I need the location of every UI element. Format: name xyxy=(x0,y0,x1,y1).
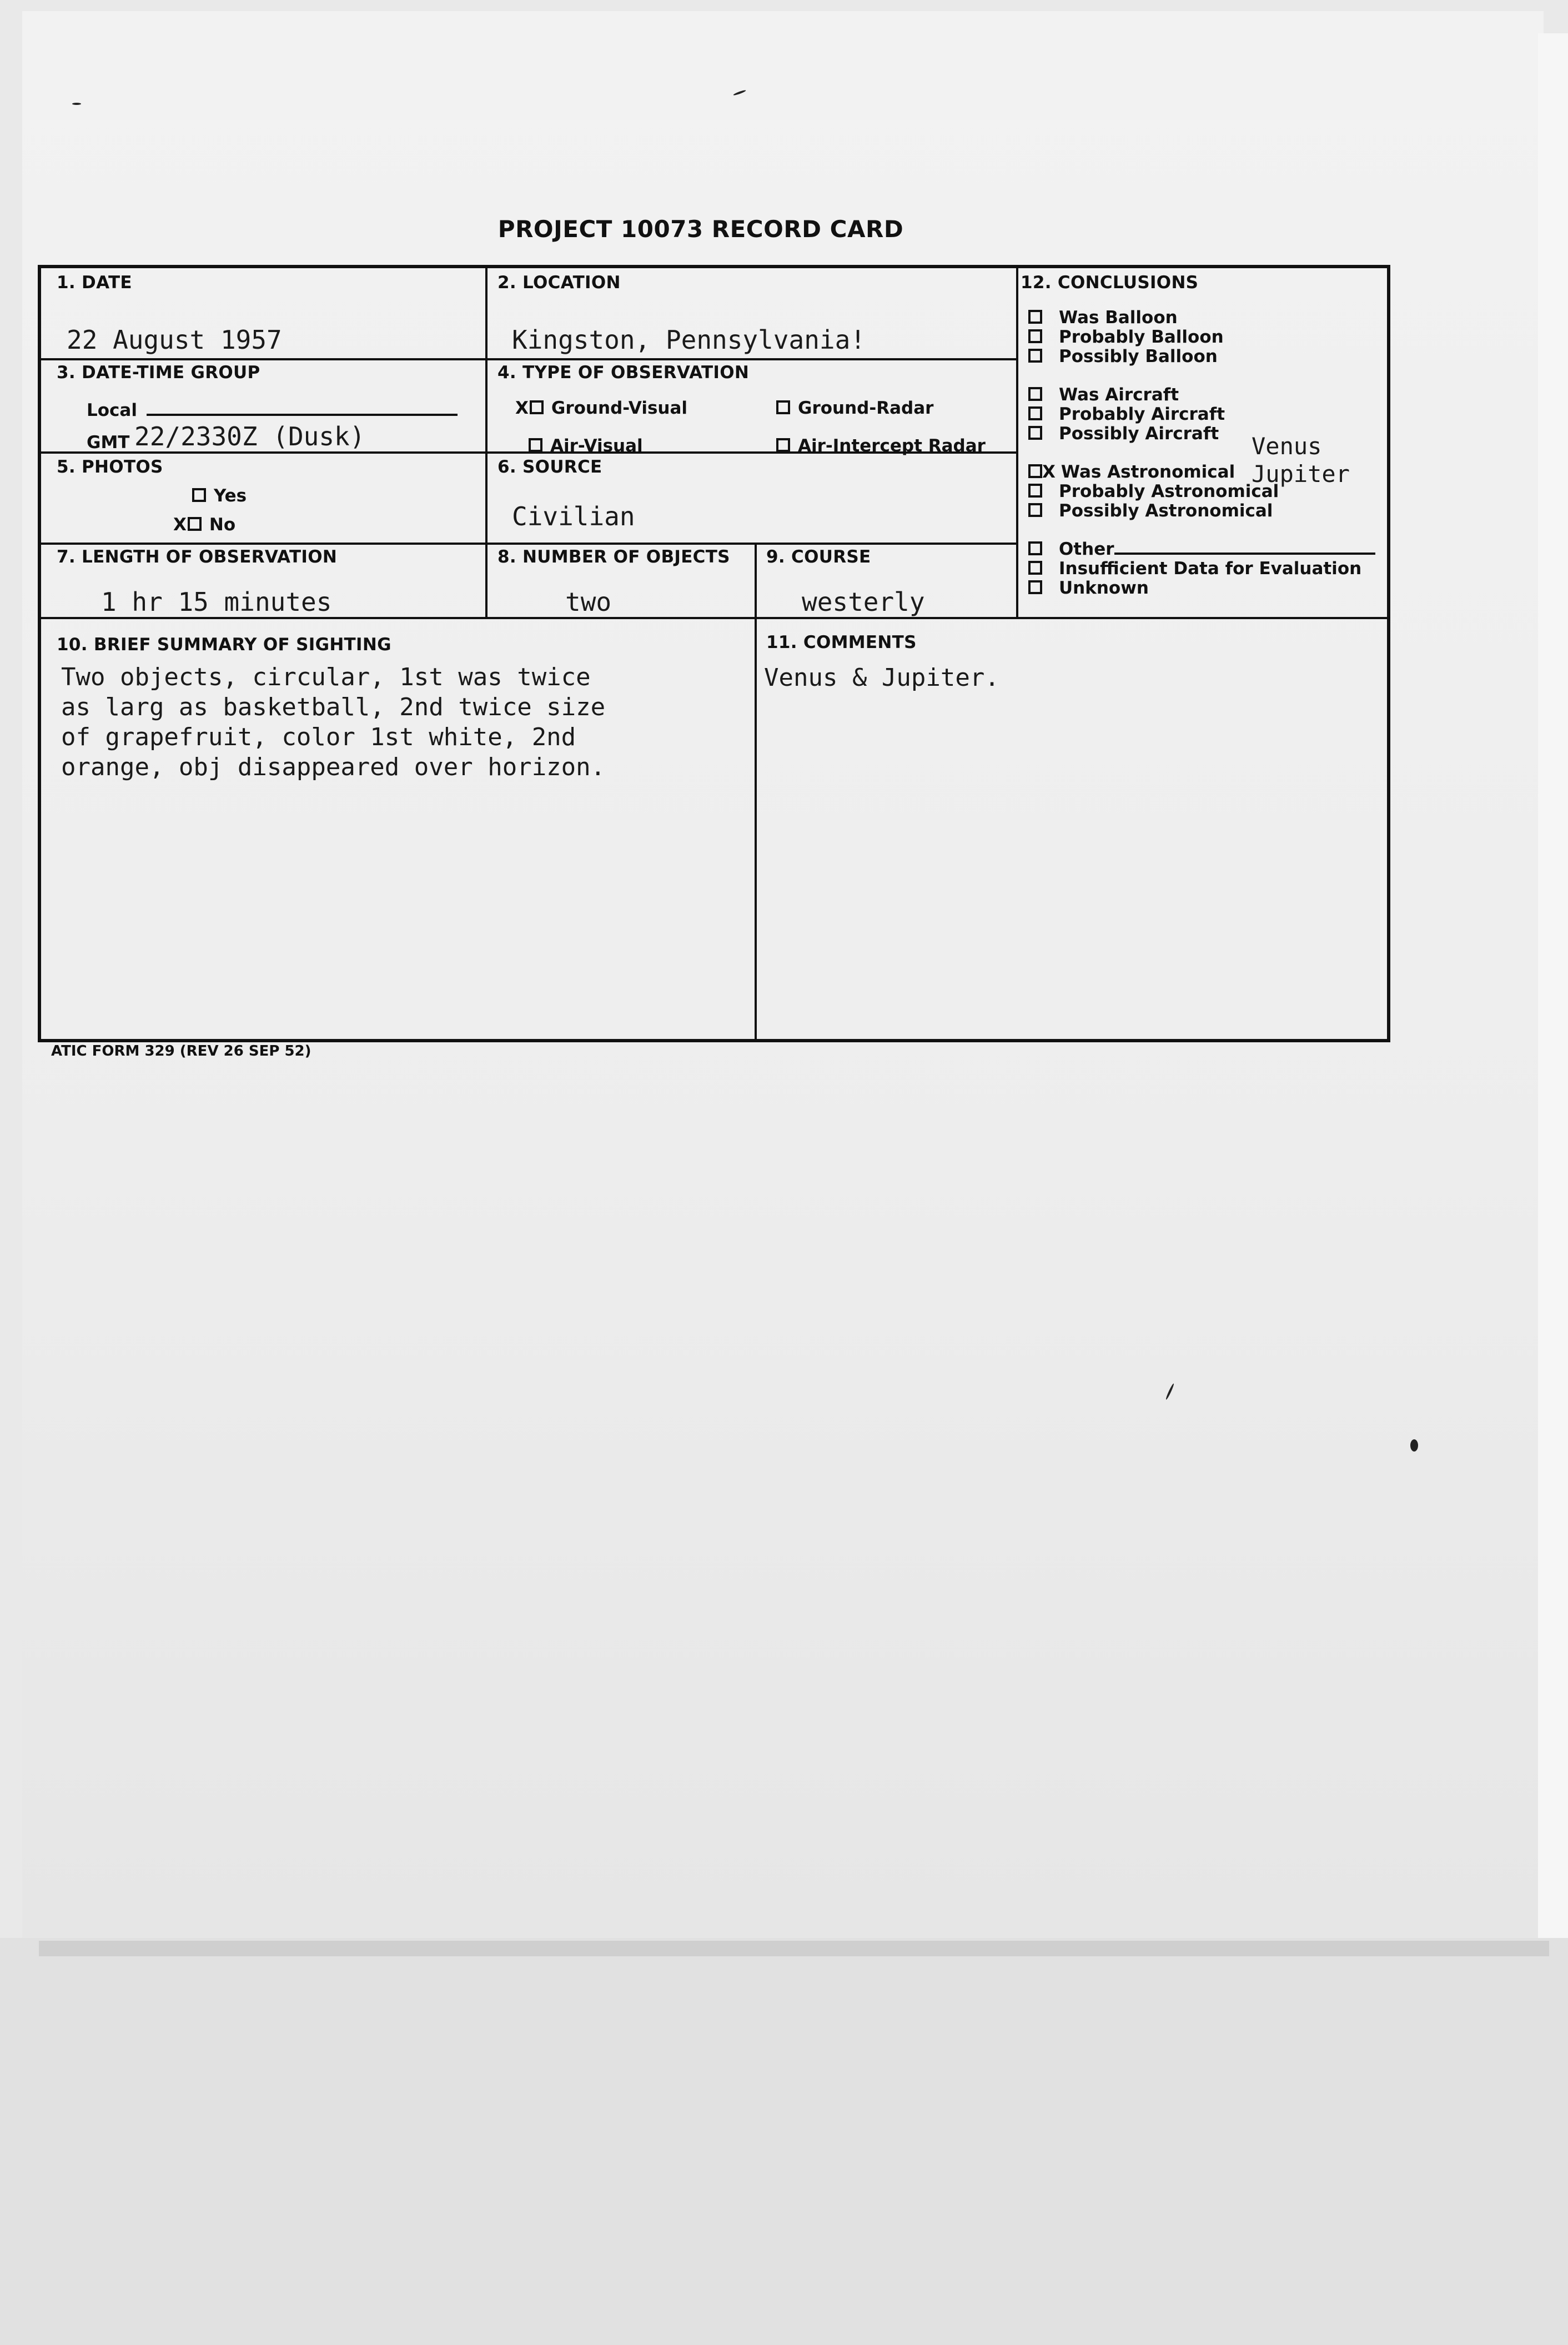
dtg-label: 3. DATE-TIME GROUP xyxy=(57,363,260,383)
gmt-label xyxy=(87,433,129,453)
jupiter-note: Jupiter xyxy=(1252,460,1350,488)
conclusion-was-balloon xyxy=(1021,308,1375,328)
conclusion-other xyxy=(1021,540,1375,559)
divider xyxy=(41,543,1016,545)
checkbox-icon xyxy=(1028,387,1042,401)
conclusion-unknown xyxy=(1021,579,1375,598)
gmt-label-text: GMT xyxy=(87,433,130,453)
photos-label: 5. PHOTOS xyxy=(57,457,163,477)
checkbox-icon xyxy=(1028,561,1042,575)
photos-yes-option xyxy=(192,486,247,506)
source-value: Civilian xyxy=(512,501,635,531)
location-value: Kingston, Pennsylvania! xyxy=(512,325,866,355)
ground-visual-text: Ground-Visual xyxy=(551,398,688,418)
conclusions-label: 12. CONCLUSIONS xyxy=(1021,273,1199,293)
conclusion-possibly-balloon xyxy=(1021,347,1375,366)
conclusion-probably-balloon xyxy=(1021,328,1375,347)
observation-type-label: 4. TYPE OF OBSERVATION xyxy=(497,363,750,383)
conclusion-text: Was Astronomical xyxy=(1061,462,1235,482)
conclusion-text: Other xyxy=(1059,539,1114,559)
local-label xyxy=(87,399,458,420)
gmt-value-text: 22/2330Z (Dusk) xyxy=(134,421,413,454)
divider xyxy=(41,358,1016,360)
conclusion-text: Was Aircraft xyxy=(1059,385,1179,405)
conclusion-text: Probably Aircraft xyxy=(1059,404,1225,424)
conclusion-text: Insufficient Data for Evaluation xyxy=(1059,559,1362,579)
conclusion-insufficient xyxy=(1021,559,1375,579)
checkbox-icon xyxy=(1028,329,1042,343)
conclusion-possibly-astronomical xyxy=(1021,501,1375,521)
spacer xyxy=(1021,366,1375,385)
photos-yes-text: Yes xyxy=(214,486,247,506)
checkbox-icon xyxy=(1028,426,1042,440)
objects-label: 8. NUMBER OF OBJECTS xyxy=(497,547,730,567)
summary-label: 10. BRIEF SUMMARY OF SIGHTING xyxy=(57,635,391,655)
conclusion-text: Possibly Aircraft xyxy=(1059,424,1219,444)
scan-speck xyxy=(72,103,81,105)
card-title: PROJECT 10073 RECORD CARD xyxy=(497,215,904,243)
conclusion-probably-aircraft xyxy=(1021,405,1375,424)
checkbox-icon xyxy=(776,438,790,452)
spacer xyxy=(1021,444,1375,463)
ground-visual-option xyxy=(515,398,687,418)
conclusion-possibly-aircraft xyxy=(1021,424,1375,444)
gmt-value xyxy=(134,421,413,454)
date-value: 22 August 1957 xyxy=(67,325,282,355)
length-value: 1 hr 15 minutes xyxy=(101,587,332,617)
record-card xyxy=(38,265,1390,1042)
checkbox-icon xyxy=(1028,349,1042,363)
checkbox-icon xyxy=(188,517,202,531)
checkbox-icon xyxy=(1028,503,1042,517)
air-visual-option xyxy=(529,436,643,456)
conclusion-text: Probably Astronomical xyxy=(1059,481,1279,501)
checkbox-icon xyxy=(192,488,206,502)
other-field xyxy=(1114,540,1375,555)
date-label: 1. DATE xyxy=(57,273,132,293)
local-field xyxy=(147,399,458,416)
checkbox-icon xyxy=(1028,484,1042,498)
comments-value: Venus & Jupiter. xyxy=(764,664,999,692)
ground-radar-option xyxy=(776,398,933,418)
location-label: 2. LOCATION xyxy=(497,273,621,293)
divider xyxy=(1016,268,1018,617)
checkbox-icon xyxy=(1028,310,1042,324)
course-value: westerly xyxy=(802,587,925,617)
air-visual-text: Air-Visual xyxy=(550,436,643,456)
venus-note: Venus xyxy=(1252,433,1322,460)
divider xyxy=(41,617,1387,619)
course-label: 9. COURSE xyxy=(766,547,871,567)
checkbox-icon xyxy=(1028,580,1042,594)
ground-visual-mark: X xyxy=(515,398,529,418)
astronomical-mark: X xyxy=(1042,462,1056,482)
conclusion-was-aircraft xyxy=(1021,385,1375,405)
objects-value: two xyxy=(565,587,612,617)
photos-no-text: No xyxy=(209,515,236,535)
air-intercept-option xyxy=(776,436,986,456)
divider xyxy=(485,268,488,617)
ground-radar-text: Ground-Radar xyxy=(798,398,934,418)
scan-speck xyxy=(1410,1439,1418,1452)
checkbox-icon xyxy=(530,400,544,414)
conclusion-text: Possibly Balloon xyxy=(1059,347,1218,366)
summary-text: Two objects, circular, 1st was twice as larg as basketball, 2nd twice size of grapefruit, color 1st white, 2nd orange, obj disappeared over horizon. xyxy=(61,663,606,781)
conclusion-text: Probably Balloon xyxy=(1059,327,1224,347)
checkbox-icon xyxy=(1028,464,1042,478)
air-intercept-text: Air-Intercept Radar xyxy=(798,436,986,456)
local-label-text: Local xyxy=(87,400,137,420)
background-band xyxy=(0,1938,1568,2345)
conclusion-text: Unknown xyxy=(1059,578,1149,598)
checkbox-icon xyxy=(1028,541,1042,555)
photos-no-option xyxy=(173,515,235,535)
spacer xyxy=(1021,521,1375,540)
source-label: 6. SOURCE xyxy=(497,457,602,477)
sheet-shadow xyxy=(39,1941,1549,1956)
comments-label: 11. COMMENTS xyxy=(766,632,917,652)
length-label: 7. LENGTH OF OBSERVATION xyxy=(57,547,338,567)
form-footer: ATIC FORM 329 (REV 26 SEP 52) xyxy=(51,1043,311,1059)
conclusions-list xyxy=(1021,308,1375,598)
photos-no-mark: X xyxy=(173,515,187,535)
checkbox-icon xyxy=(1028,406,1042,420)
conclusion-text: Was Balloon xyxy=(1059,308,1178,328)
checkbox-icon xyxy=(776,400,790,414)
conclusion-text: Possibly Astronomical xyxy=(1059,501,1273,521)
checkbox-icon xyxy=(529,438,542,452)
